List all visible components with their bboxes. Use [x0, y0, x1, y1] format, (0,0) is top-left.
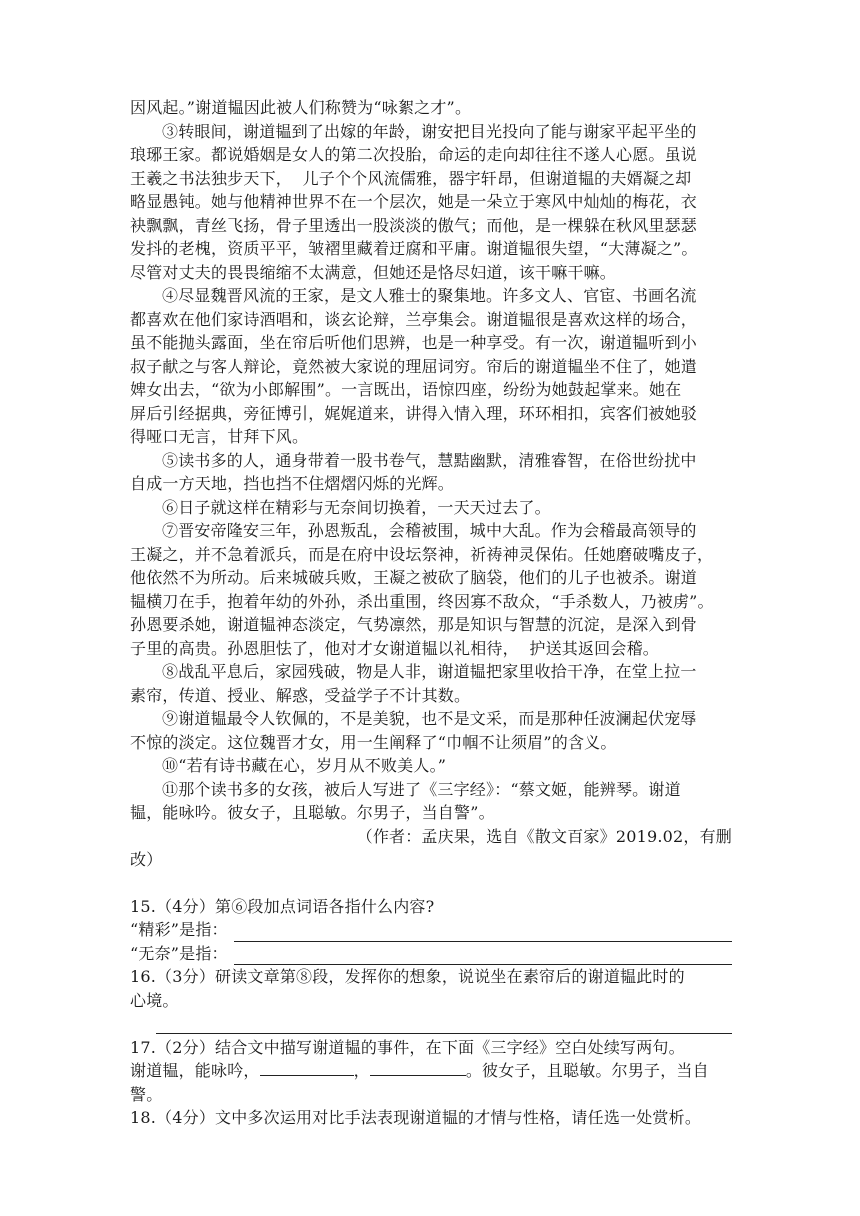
- question-16-answer-line[interactable]: [130, 1012, 732, 1036]
- answer-blank-jingcai[interactable]: [234, 924, 732, 942]
- paragraph-7-line: 他依然不为所动。后来城破兵败，王凝之被砍了脑袋，他们的儿子也被杀。谢道: [130, 568, 698, 587]
- paragraph-7-line: 韫横刀在手，抱着年幼的外孙，杀出重围，终因寡不敌众，“手杀数人，乃被虏”。: [130, 591, 714, 611]
- question-15-answer-b: [130, 942, 732, 966]
- paragraph-7-line: 子里的高贵。孙恩胆怯了，他对才女谢道韫以礼相待， 护送其返回会稽。: [130, 638, 659, 658]
- paragraph-9-line: 不惊的淡定。这位魏晋才女，用一生阐释了“巾帼不让须眉”的含义。: [130, 732, 617, 752]
- paragraph-7-line: 孙恩要杀她，谢道韫神态淡定，气势凛然，那是知识与智慧的沉淀，是深入到骨: [130, 615, 698, 634]
- paragraph-9-line: ⑨谢道韫最令人钦佩的，不是美貌，也不是文采，而是那种任波澜起伏宠辱: [162, 709, 697, 728]
- question-18: [130, 1106, 732, 1130]
- paragraph-4-line: 叔子献之与客人辩论，竟然被大家说的理屈词穷。帘后的谢道韫坐不住了，她遣: [130, 356, 698, 376]
- question-15: [130, 895, 732, 966]
- paragraph-4-line: 屏后引经据典，旁征博引，娓娓道来，讲得入情入理，环环相扣，宾客们被她驳: [130, 403, 698, 423]
- question-17-verse-line: [130, 1059, 732, 1083]
- question-17-verse-end: 警。: [130, 1084, 163, 1104]
- question-16-stem-cont: 心境。: [130, 990, 179, 1010]
- question-16-stem: 16.（3分）研读文章第⑧段，发挥你的想象，说说坐在素帘后的谢道韫此时的: [130, 967, 685, 986]
- paragraph-10-line: ⑩“若有诗书藏在心，岁月从不败美人。”: [162, 756, 447, 775]
- question-17-separator: ，: [353, 1061, 370, 1080]
- question-15-stem: 15.（4分）第⑥段加点词语各指什么内容?: [130, 896, 435, 916]
- paragraph-3-line: 略显愚钝。她与他精神世界不在一个层次，她是一朵立于寒风中灿灿的梅花，衣: [130, 192, 698, 211]
- question-16: [130, 965, 732, 1036]
- answer-blank-wunai[interactable]: [234, 947, 732, 965]
- question-17-suffix: 。彼女子，且聪敏。尔男子，当自: [465, 1061, 709, 1080]
- paragraph-5-line: ⑤读书多的人，通身带着一股书卷气，慧黠幽默，清雅睿智，在俗世纷扰中: [162, 450, 697, 470]
- paragraph-4-line: 得哑口无言，甘拜下风。: [130, 427, 309, 446]
- question-17-stem: 17.（2分）结合文中描写谢道韫的事件，在下面《三字经》空白处续写两句。: [130, 1037, 685, 1057]
- paragraph-4-line: 婢女出去，“欲为小郎解围”。一言既出，语惊四座，纷纷为她鼓起掌来。她在: [130, 380, 682, 399]
- exam-page: [130, 96, 732, 1130]
- question-17-prefix: 谢道韫，能咏吟，: [130, 1061, 260, 1080]
- question-18-stem: 18.（4分）文中多次运用对比手法表现谢道韫的才情与性格，请任选一处赏析。: [130, 1108, 702, 1127]
- paragraph-4-line: 都喜欢在他们家诗酒唱和，谈玄论辩，兰亭集会。谢道韫很是喜欢这样的场合，: [130, 309, 698, 329]
- paragraph-11-line: ⑪那个读书多的女孩，被后人写进了《三字经》：“蔡文姬，能辨琴。谢道: [162, 779, 681, 799]
- paragraph-4-line: 虽不能抛头露面，坐在帘后听他们思辨，也是一种享受。有一次，谢道韫听到小: [130, 333, 698, 352]
- question-17: [130, 1036, 732, 1107]
- article-body: [130, 96, 732, 872]
- paragraph-7-line: ⑦晋安帝隆安三年，孙恩叛乱，会稽被围，城中大乱。作为会稽最高领导的: [162, 521, 697, 540]
- paragraph-4-line: ④尽显魏晋风流的王家，是文人雅士的聚集地。许多文人、官宦、书画名流: [162, 286, 697, 305]
- paragraph-11-line: 韫，能咏吟。彼女子，且聪敏。尔男子，当自警”。: [130, 803, 495, 822]
- question-15-answer-a: [130, 918, 732, 942]
- paragraph-3-line: 琅琊王家。都说婚姻是女人的第二次投胎，命运的走向却往往不遂人心愿。虽说: [130, 145, 698, 164]
- paragraph-3-line: 发抖的老槐，资质平平，皱褶里藏着迂腐和平庸。谢道韫很失望，“大薄凝之”。: [130, 239, 698, 258]
- question-15-label-b: “无奈”是指：: [130, 943, 228, 963]
- paragraph-3-line: ③转眼间，谢道韫到了出嫁的年龄，谢安把目光投向了能与谢家平起平坐的: [162, 121, 697, 141]
- question-15-label-a: “精彩”是指：: [130, 920, 228, 939]
- paragraph-7-line: 王凝之，并不急着派兵，而是在府中设坛祭神，祈祷神灵保佑。任她磨破嘴皮子，: [130, 544, 714, 564]
- paragraph-5-line: 自成一方天地，挡也挡不住熠熠闪烁的光辉。: [130, 474, 455, 493]
- paragraph-3-line: 尽管对丈夫的畏畏缩缩不太满意，但她还是恪尽妇道，该干嘛干嘛。: [130, 262, 617, 282]
- source-citation-end: 改）: [130, 850, 163, 869]
- answer-blank-2[interactable]: [370, 1060, 466, 1076]
- source-citation: （作者：孟庆果，选自《散文百家》2019.02，有删: [356, 826, 732, 846]
- paragraph-3-line: 袂飘飘，青丝飞扬，骨子里透出一股淡淡的傲气；而他，是一棵躲在秋风里瑟瑟: [130, 215, 698, 235]
- answer-blank-1[interactable]: [260, 1060, 354, 1076]
- paragraph-8-line: ⑧战乱平息后，家园残破，物是人非，谢道韫把家里收拾干净，在堂上拉一: [162, 662, 697, 681]
- paragraph-3-line: 王羲之书法独步天下， 儿子个个风流儒雅，器宇轩昂，但谢道韫的夫婿凝之却: [130, 168, 692, 188]
- paragraph-8-line: 素帘，传道、授业、解惑，受益学子不计其数。: [130, 685, 471, 705]
- paragraph-6-line: ⑥日子就这样在精彩与无奈间切换着，一天天过去了。: [162, 497, 551, 517]
- article-line: 因风起。”谢道韫因此被人们称赞为“咏絮之才”。: [130, 98, 472, 117]
